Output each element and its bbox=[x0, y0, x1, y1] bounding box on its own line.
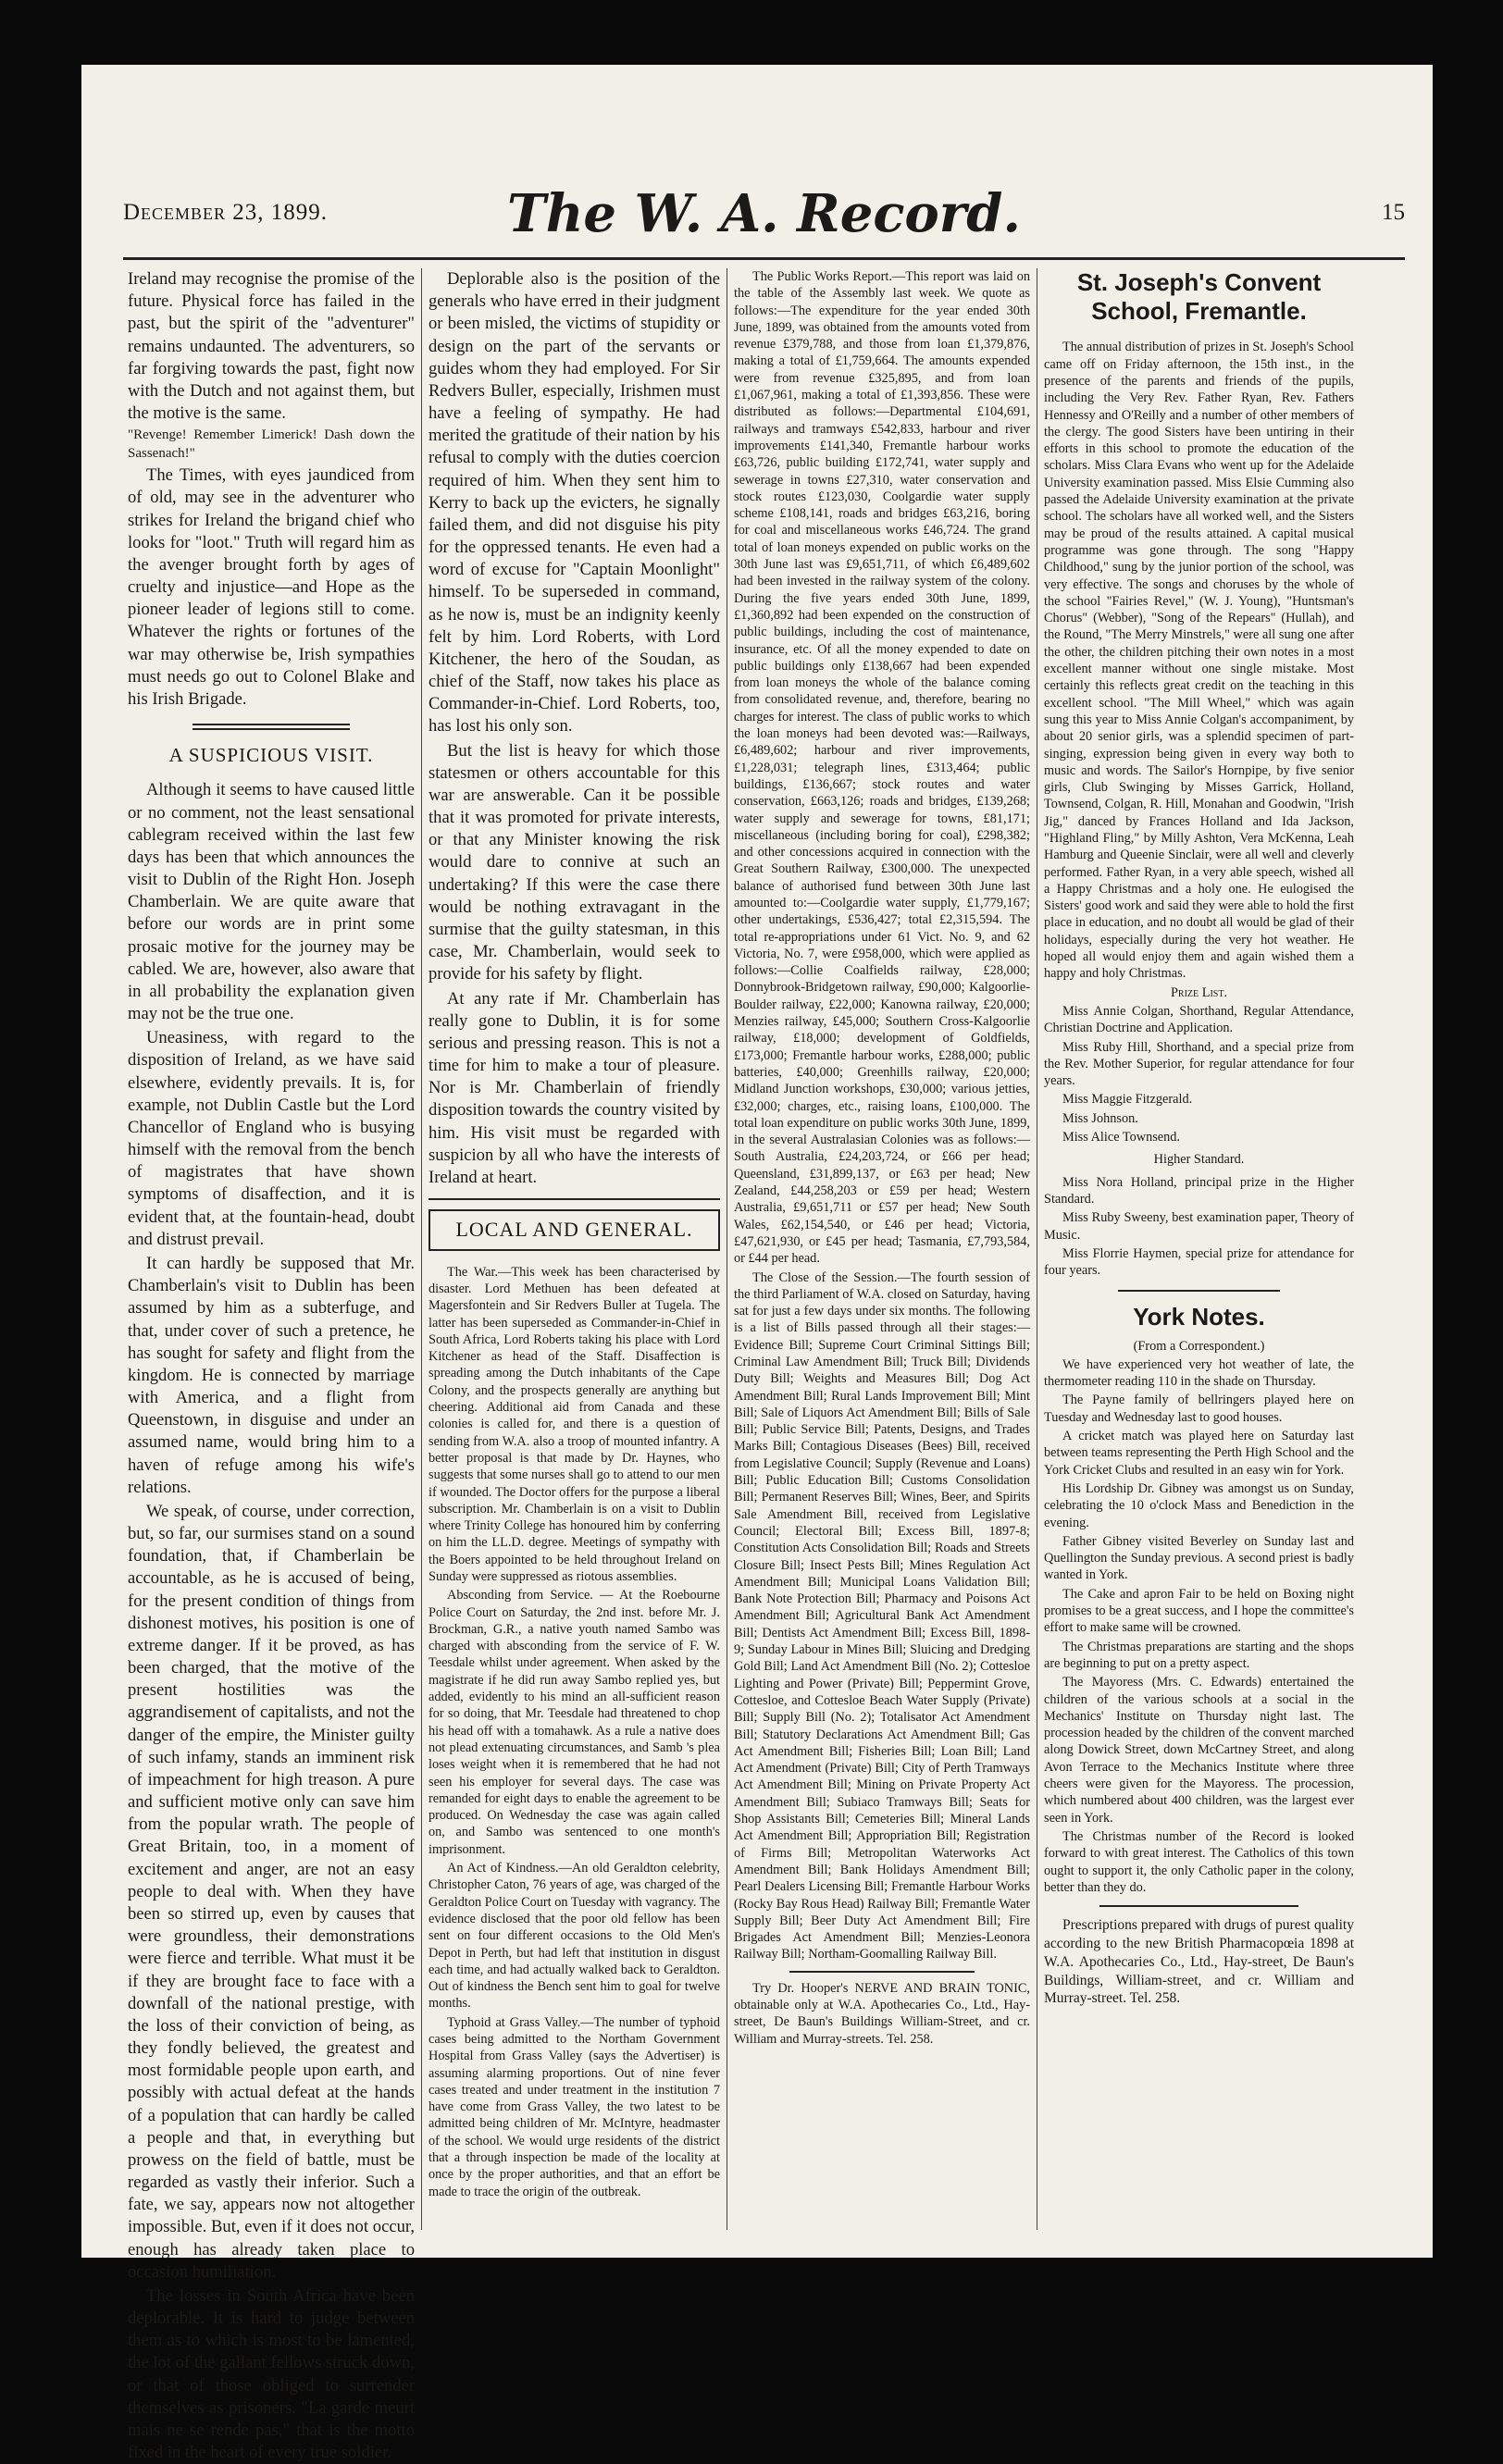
section-divider bbox=[1118, 1290, 1280, 1292]
paragraph: The Payne family of bellringers played here on Tuesday and Wednesday last to good houses. bbox=[1044, 1393, 1354, 1425]
article-heading: A SUSPICIOUS VISIT. bbox=[168, 744, 374, 767]
byline: (From a Correspondent.) bbox=[1133, 1338, 1265, 1354]
prize-item: Miss Ruby Sweeny, best examination paper, Theory of Music. bbox=[1044, 1210, 1354, 1243]
paragraph: We speak, of course, under correction, but, so far, our surmises stand on a sound foundation, that, if Chamberlain be accountable, as he is accused of being, for the present condition of things from dishonest motives, his position is one of extreme danger. If it be proved, as has been charged, that the motive of the present hostilities was the aggrandisement of capitalists, and not the danger of the empire, the Minister guilty of such infamy, stands an imminent risk of impeachment for high treason. A pure and sufficient motive only can save him from the popular wrath. The people of Great Britain, too, in a moment of excitement and anger, are not an easy people to deal with. When they have been so stirred up, even by causes that were groundless, their demonstrations were fierce and terrible. What must it be if they are brought face to face with a downfall of the national prestige, with the loss of their conviction of being, as they fondly believed, the greatest and most formidable people upon earth, and possibly with actual defeat at the hands of a population that can hardly be called a people and that, in everything but prowess on the field of battle, must be regarded as vastly their inferior. Such a fate, we say, appears now not altogether impossible. But, even if it does not occur, enough has already taken place to occasion humiliation. bbox=[128, 1501, 415, 2282]
paragraph: Ireland may recognise the promise of the future. Physical force has failed in the past, but the spirit of the "adventurer" remains undaunted. The adventurers, so far forgiving towards the past, fight now with the Dutch and not against them, but the motive is the same. bbox=[128, 269, 415, 424]
subheading: Higher Standard. bbox=[1153, 1152, 1245, 1168]
news-item: The War.—This week has been characterised by disaster. Lord Methuen has been defeated at Magersfontein and Sir Redvers Buller at Tugela. The latter has been superseded as Commander-in-Chief in South Africa, Lord Roberts taking his place with Lord Kitchener as head of the Staff. Disaffection is spreading among the Dutch inhabitants of the Cape Colony, and the prospects generally are anything but cheering. Additional aid from Canada and these colonies is called for, and there is a question of sending from W.A. also a troop of mounted infantry. A better proposal is that made by Dr. Haynes, who suggests that some nurses shall go to attend to our men if wounded. The Doctor offers for the purpose a liberal subscription. Mr. Chamberlain is on a visit to Dublin where Trinity College has honoured him by conferring on him the LL.D. degree. Meetings of sympathy with the Boers appointed to be held throughout Ireland on Sunday were suppressed as riotous assemblies. bbox=[429, 1264, 720, 1584]
article-heading: St. Joseph's Convent School, Fremantle. bbox=[1076, 268, 1322, 326]
paragraph: But the list is heavy for which those statesmen or others accountable for this war are answerable. Can it be possible that it was promoted for private interests, or that any Minister knowing the risk would dare to connive at such an undertaking? If this were the case there would be nothing extravagant in the surmise that the guilty statesman, in this case, Mr. Chamberlain, would seek to provide for his safety by flight. bbox=[429, 740, 720, 984]
paragraph: The losses in South Africa have been deplorable. It is hard to judge between them as to which is most to be lamented, the lot of the gallant fellows struck down, or that of those obliged to surrender themselves as prisoners. "La garde meurt mais ne se rende pas," that is the motto fixed in the heart of every true soldier. bbox=[128, 2285, 415, 2463]
advertisement: Try Dr. Hooper's NERVE AND BRAIN TONIC, obtainable only at W.A. Apothecaries Co., Ltd., Hay-street, De Baun's Buildings William-Street, and cr. William and Murray-streets. Tel. 258. bbox=[734, 1980, 1030, 2047]
section-heading: LOCAL AND GENERAL. bbox=[429, 1209, 720, 1251]
paragraph: We have experienced very hot weather of late, the thermometer reading 110 in the shade on Thursday. bbox=[1044, 1356, 1354, 1390]
news-item: The Public Works Report.—This report was laid on the table of the Assembly last week. We quote as follows:—The expenditure for the year ended 30th June, 1899, was obtained from the amounts voted from revenue £379,788, and those from loan £1,379,876, making a total of £1,759,664. The amounts expended were from revenue £325,895, and from loan £1,067,961, making a total of £1,393,856. These were distributed as follows:—Departmental £104,691, railways and tramways £542,833, harbour and river improvements £141,340, Fremantle harbour works £63,726, public building £172,741, water supply and sewerage in towns £27,310, water conservation and stock routes £123,030, Coolgardie water supply scheme £108,141, roads and bridges £63,216, boring for coal and miscellaneous works £46,724. The grand total of loan moneys expended on public works on the 30th June last was £9,651,711, of which £6,489,602 had been invested in the railway system of the colony. During the five years ended 30th June, 1899, £1,360,892 had been expended on the construction of public buildings, including the cost of maintenance, insurance, etc. Of all the money expended to date on public buildings only £138,667 had been expended from loan moneys the whole of the balance coming from consolidated revenue, and, therefore, bearing no charges for interest. The class of public works to which the loan moneys had been devoted was:—Railways, £6,489,602; harbour and river improvements, £1,228,031; telegraph lines, £313,464; public buildings, £136,667; stock routes and water conservation, £663,126; roads and bridges, £139,268; water supply and sewerage for towns, £81,171; miscellaneous (including boring for coal), £298,382; and other concessions acquired in connection with the Great Southern Railway, £300,000. The unexpected balance of authorised fund between 30th June last amounted to:—Coolgardie water supply, £1,779,167; other undertakings, £536,427; total £2,315,594. The total re-appropriations under 61 Vict. No. 9, and 62 Victoria, No. 7, were £958,000, which were applied as follows:—Collie Coalfields railway, £28,000; Donnybrook-Bridgetown railway, £90,000; Kalgoorlie-Boulder railway, £22,000; Kanowna railway, £20,000; Menzies railway, £45,000; Southern Cross-Kalgoorlie railway, £18,000; development of Goldfields, £173,000; Fremantle harbour works, £288,000; public batteries, £40,000; Greenhills railway, £20,000; Midland Junction workshops, £30,000; various jetties, £32,000; charges, etc., raising loans, £100,000. The total loan expenditure on public works 30th June, 1899, in the several Australasian Colonies was as follows:—South Australia, £24,203,724, or £66 per head; Queensland, £31,899,137, or £63 per head; New Zealand, £44,258,203 or £59 per head; Western Australia, £9,651,711 or £57 per head; New South Wales, £62,154,540, or £46 per head; Victoria, £47,621,930, or £45 per head; Tasmania, £7,793,584, or £44 per head. bbox=[734, 269, 1030, 1267]
news-item: The Close of the Session.—The fourth session of the third Parliament of W.A. closed on Saturday, having sat for just a few days under six months. The following is a list of Bills passed through all their stages:—Evidence Bill; Supreme Court Criminal Sittings Bill; Criminal Law Amendment Bill; Truck Bill; Dividends Duty Bill; Weights and Measures Bill; Dog Act Amendment Bill; Rural Lands Improvement Bill; Mint Bill; Sale of Liquors Act Amendment Bill; Bills of Sale Bill; Public Service Bill; Patents, Designs, and Trades Marks Bill; Contagious Diseases (Bees) Bill, received from Legislative Council; Supply (Revenue and Loans) Bill; Public Education Bill; Customs Consolidation Bill; Permanent Reserves Bill; Wines, Beer, and Spirits Sale Amendment Bill, received from Legislative Council; Electoral Bill; Excess Bill, 1897-8; Constitution Acts Consolidation Bill; Roads and Streets Closure Bill; Insect Pests Bill; Mines Regulation Act Amendment Bill; Municipal Loans Validation Bill; Bank Note Protection Bill; Pharmacy and Poisons Act Amendment Bill; Agricultural Bank Act Amendment Bill; Dentists Act Amendment Bill; Excess Bill, 1898-9; Sunday Labour in Mines Bill; Sluicing and Dredging Gold Bill; Land Act Amendment Bill (No. 2); Cottesloe Lighting and Power (Private) Bill; Peppermint Grove, Cottesloe, and Cottesloe Beach Water Supply (Private) Bill; Supply Bill (No. 2); Totalisator Act Amendment Bill; Statutory Declarations Act Amendment Bill; Gas Act Amendment Bill; Fisheries Bill; Loan Bill; Land Act Amendment (Private) Bill; City of Perth Tramways Act Amendment Bill; Mining on Private Property Act Amendment Bill; Subiaco Tramways Bill; Seats for Shop Assistants Bill; Cemeteries Bill; Mineral Lands Act Amendment Bill; Appropriation Bill; Registration of Firms Bill; Metropolitan Waterworks Act Amendment Bill; Bank Holidays Amendment Bill; Pearl Dealers Licensing Bill; Fremantle Harbour Works (Rocky Bay Rous Head) Railway Bill; Fremantle Water Supply Bill; Beer Duty Act Amendment Bill; Fire Brigades Act Amendment Bill; Menzies-Leonora Railway Bill; Northam-Goomalling Railway Bill. bbox=[734, 1269, 1030, 1963]
prize-item: Miss Nora Holland, principal prize in the Higher Standard. bbox=[1044, 1174, 1354, 1207]
column-4 bbox=[1044, 268, 1354, 2239]
prize-item: Miss Ruby Hill, Shorthand, and a special prize from the Rev. Mother Superior, for regular attendance for four years. bbox=[1044, 1039, 1354, 1089]
newspaper-page bbox=[81, 65, 1433, 2463]
issue-date: December 23, 1899. bbox=[123, 200, 329, 225]
paragraph: The Times, with eyes jaundiced from of old, may see in the adventurer who strikes for Ireland the brigand chief who looks for "loot." Truth will regard him as the avenger brought forth by ages of cruelty and injustice—and Hope as the pioneer leader of legions still to come. Whatever the rights or fortunes of the war may otherwise be, Irish sympathies must needs go out to Colonel Blake and his Irish Brigade. bbox=[128, 465, 415, 709]
paragraph: The Christmas preparations are starting and the shops are beginning to put on a pretty aspect. bbox=[1044, 1639, 1354, 1671]
column-1 bbox=[128, 268, 415, 2463]
section-divider bbox=[429, 1198, 720, 1200]
prize-item: Miss Florrie Haymen, special prize for attendance for four years. bbox=[1044, 1245, 1354, 1279]
prize-item: Miss Annie Colgan, Shorthand, Regular Attendance, Christian Doctrine and Application. bbox=[1044, 1003, 1354, 1036]
column-2 bbox=[429, 268, 720, 2239]
advertisement: Prescriptions prepared with drugs of purest quality according to the new British Pharmacopœia 1898 at W.A. Apothecaries Co., Ltd., Hay-street, De Baun's Buildings, William-street, and cr. William and Murray-street. Tel. 258. bbox=[1044, 1917, 1354, 2007]
paragraph: The annual distribution of prizes in St. Joseph's School came off on Friday afternoon, the 15th inst., in the presence of the parents and friends of the pupils, including the Very Rev. Father Ryan, Rev. Fathers Hennessy and O'Reilly and a number of other members of the clergy. The good Sisters have been untiring in their efforts in this school to promote the education of the scholars. Miss Clara Evans who went up for the Adelaide University examination passed. Miss Elsie Cumming also passed the Adelaide University examination at the private school. The scholars have all worked well, and the Sisters may be proud of the results attained. A capital musical programme was gone through. The song "Happy Childhood," sung by the junior portion of the school, was very effective. The songs and choruses by the whole of the school "Fairies Revel," (W. J. Young), "Huntsman's Chorus" (Webber), "Song of the Repears" (Hullah), and the Round, "The Merry Minstrels," were all sung one after the other, the children pitching their own notes in a most excellent manner without one single mistake. Most certainly this reflects great credit on the teaching in this excellent school. "The Mill Wheel," which was again sung this year to Miss Annie Colgan's accompaniment, by about 20 senior girls, was a splendid specimen of part-singing, expression being given in every way both to music and words. The Sailor's Hornpipe, by five senior girls, Club Swinging by Misses Garrick, Holland, Townsend, Colgan, R. Hill, Monahan and Goodwin, "Irish Jig," danced by Frances Holland and Ida Jackson, "Highland Fling," by Milly Ashton, Vera McKenna, Leah Hamburg and Queenie Sinclair, were all well and cleverly performed. Father Ryan, in a very able speech, wished all a Happy Christmas and a holy one. He eulogised the Sisters' good work and said they were able to hold the first place in education, and no doubt all would be glad of their holidays, especially during the very hot weather. He hoped all would enjoy them and again wished them a happy and holy Christmas. bbox=[1044, 340, 1354, 982]
news-item: Typhoid at Grass Valley.—The number of typhoid cases being admitted to the Northam Government Hospital from Grass Valley (says the Advertiser) is assuming alarming proportions. Out of nine fever cases treated and under treatment in the institution 7 have come from Grass Valley, the two latest to be admitted being children of Mr. McIntyre, headmaster of the school. We would urge residents of the district that a through inspection be made of the locality at once by the proper authorities, and that an effort be made to trace the origin of the outbreak. bbox=[429, 2014, 720, 2199]
paragraph: Although it seems to have caused little or no comment, not the least sensational cablegram received within the last few days has been that which announces the visit to Dublin of the Right Hon. Joseph Chamberlain. We are quite aware that before our words are in print some prosaic motive for the journey may be cabled. We are, however, also aware that in all probability the explanation given may not be the true one. bbox=[128, 780, 415, 1024]
paragraph: The Christmas number of the Record is looked forward to with great interest. The Catholics of this town ought to support it, the only Catholic paper in the colony, better than they do. bbox=[1044, 1828, 1354, 1895]
prize-item: Miss Maggie Fitzgerald. bbox=[1062, 1092, 1193, 1108]
news-item: An Act of Kindness.—An old Geraldton celebrity, Christopher Caton, 76 years of age, was charged of the Geraldton Police Court on Tuesday with vagrancy. The evidence disclosed that the poor old fellow has been sent on four different occasions to the Old Men's Depot in Perth, but had left that institution in disgust each time, and had actually walked back to Geraldton. Out of kindness the Bench sent him to goal for twelve months. bbox=[429, 1861, 720, 2012]
column-3 bbox=[734, 268, 1030, 2239]
masthead bbox=[123, 183, 1405, 260]
paragraph: Father Gibney visited Beverley on Sunday last and Quellington the Sunday previous. A second priest is badly wanted in York. bbox=[1044, 1533, 1354, 1583]
pull-quote: "Revenge! Remember Limerick! Dash down the Sassenach!" bbox=[128, 427, 415, 461]
section-divider bbox=[193, 724, 350, 730]
paragraph: A cricket match was played here on Saturday last between teams representing the Perth High School and the York Cricket Clubs and resulted in an easy win for York. bbox=[1044, 1429, 1354, 1478]
article-heading: York Notes. bbox=[1133, 1303, 1265, 1331]
section-divider bbox=[789, 1971, 975, 1973]
paragraph: His Lordship Dr. Gibney was amongst us on Sunday, celebrating the 10 o'clock Mass and Benediction in the evening. bbox=[1044, 1480, 1354, 1530]
section-divider bbox=[1099, 1905, 1298, 1907]
news-item: Absconding from Service. — At the Roebourne Police Court on Saturday, the 2nd inst. before Mr. J. Brockman, G.R., a native youth named Sambo was charged with absconding from the service of F. W. Teesdale whilst under agreement. When asked by the magistrate if he did run away Sambo replied yes, but added, evidently to his mind an all-sufficient reason for so doing, that Mr. Teesdale had threatened to chop his head off with a tomahawk. As a rule a native does not plead extenuating circumstances, and Samb 's plea loses weight when it is remembered that he had not seen his employer for several days. The case was remanded for eight days to enable the agreement to be produced. On Wednesday the case was again called on, and Sambo was sentenced to one month's imprisonment. bbox=[429, 1588, 720, 1857]
subheading: Prize List. bbox=[1170, 984, 1228, 1000]
paragraph: The Cake and apron Fair to be held on Boxing night promises to be a great success, and I hope the committee's effort to make same will be crowned. bbox=[1044, 1586, 1354, 1636]
column-divider bbox=[421, 268, 422, 2230]
paragraph: It can hardly be supposed that Mr. Chamberlain's visit to Dublin has been assumed by him as a subterfuge, and that, under cover of such a pretence, he has sought for safety and flight from the kingdom. He is connected by marriage with America, and a flight from Queenstown, in disguise and under an assumed name, would bring him to a haven of refuge among his wife's relations. bbox=[128, 1254, 415, 1497]
paragraph: At any rate if Mr. Chamberlain has really gone to Dublin, it is for some serious and pressing reason. This is not a time for him to make a tour of pleasure. Nor is Mr. Chamberlain of friendly disposition towards the country visited by him. His visit must be regarded with suspicion by all who have the interests of Ireland at heart. bbox=[429, 988, 720, 1187]
paragraph: Uneasiness, with regard to the disposition of Ireland, as we have said elsewhere, evidently prevails. It is, for example, not Dublin Castle but the Lord Chancellor of England who is busying himself with the removal from the bench of magistrates that have shown symptoms of disaffection, and it is evident that, at the fountain-head, doubt and distrust prevail. bbox=[128, 1028, 415, 1249]
news-briefs bbox=[429, 1264, 720, 2200]
prize-item: Miss Johnson. bbox=[1062, 1110, 1138, 1126]
paragraph: Deplorable also is the position of the generals who have erred in their judgment or been misled, the victims of stupidity or design on the part of the servants or guides whom they had employed. For Sir Redvers Buller, especially, Irishmen must have a feeling of sympathy. He had merited the gratitude of their nation by his refusal to comply with the duties coercion required of him. When they sent him to Kerry to back up the evicters, he signally failed them, and did not disguise his pity for the oppressed tenants. He even had a word of excuse for "Captain Moonlight" himself. To be superseded in command, as he now is, must be an indignity keenly felt by him. Lord Roberts, with Lord Kitchener, the hero of the Soudan, as chief of the Staff, now takes his place as Commander-in-Chief. Lord Roberts, too, has lost his only son. bbox=[429, 269, 720, 737]
newspaper-title: The W. A. Record. bbox=[507, 183, 1021, 244]
prize-item: Miss Alice Townsend. bbox=[1062, 1130, 1181, 1145]
page-number: 15 bbox=[1382, 200, 1405, 225]
paragraph: The Mayoress (Mrs. C. Edwards) entertained the children of the various schools at a social in the Mechanics' Institute on Thursday night last. The procession headed by the children of the convent marched along Dowick Street, down McCartney Street, and along Avon Terrace to the Mechanics Institute where three cheers were given for the Mayoress. The procession, which numbered about 400 children, was the largest ever seen in York. bbox=[1044, 1675, 1354, 1826]
